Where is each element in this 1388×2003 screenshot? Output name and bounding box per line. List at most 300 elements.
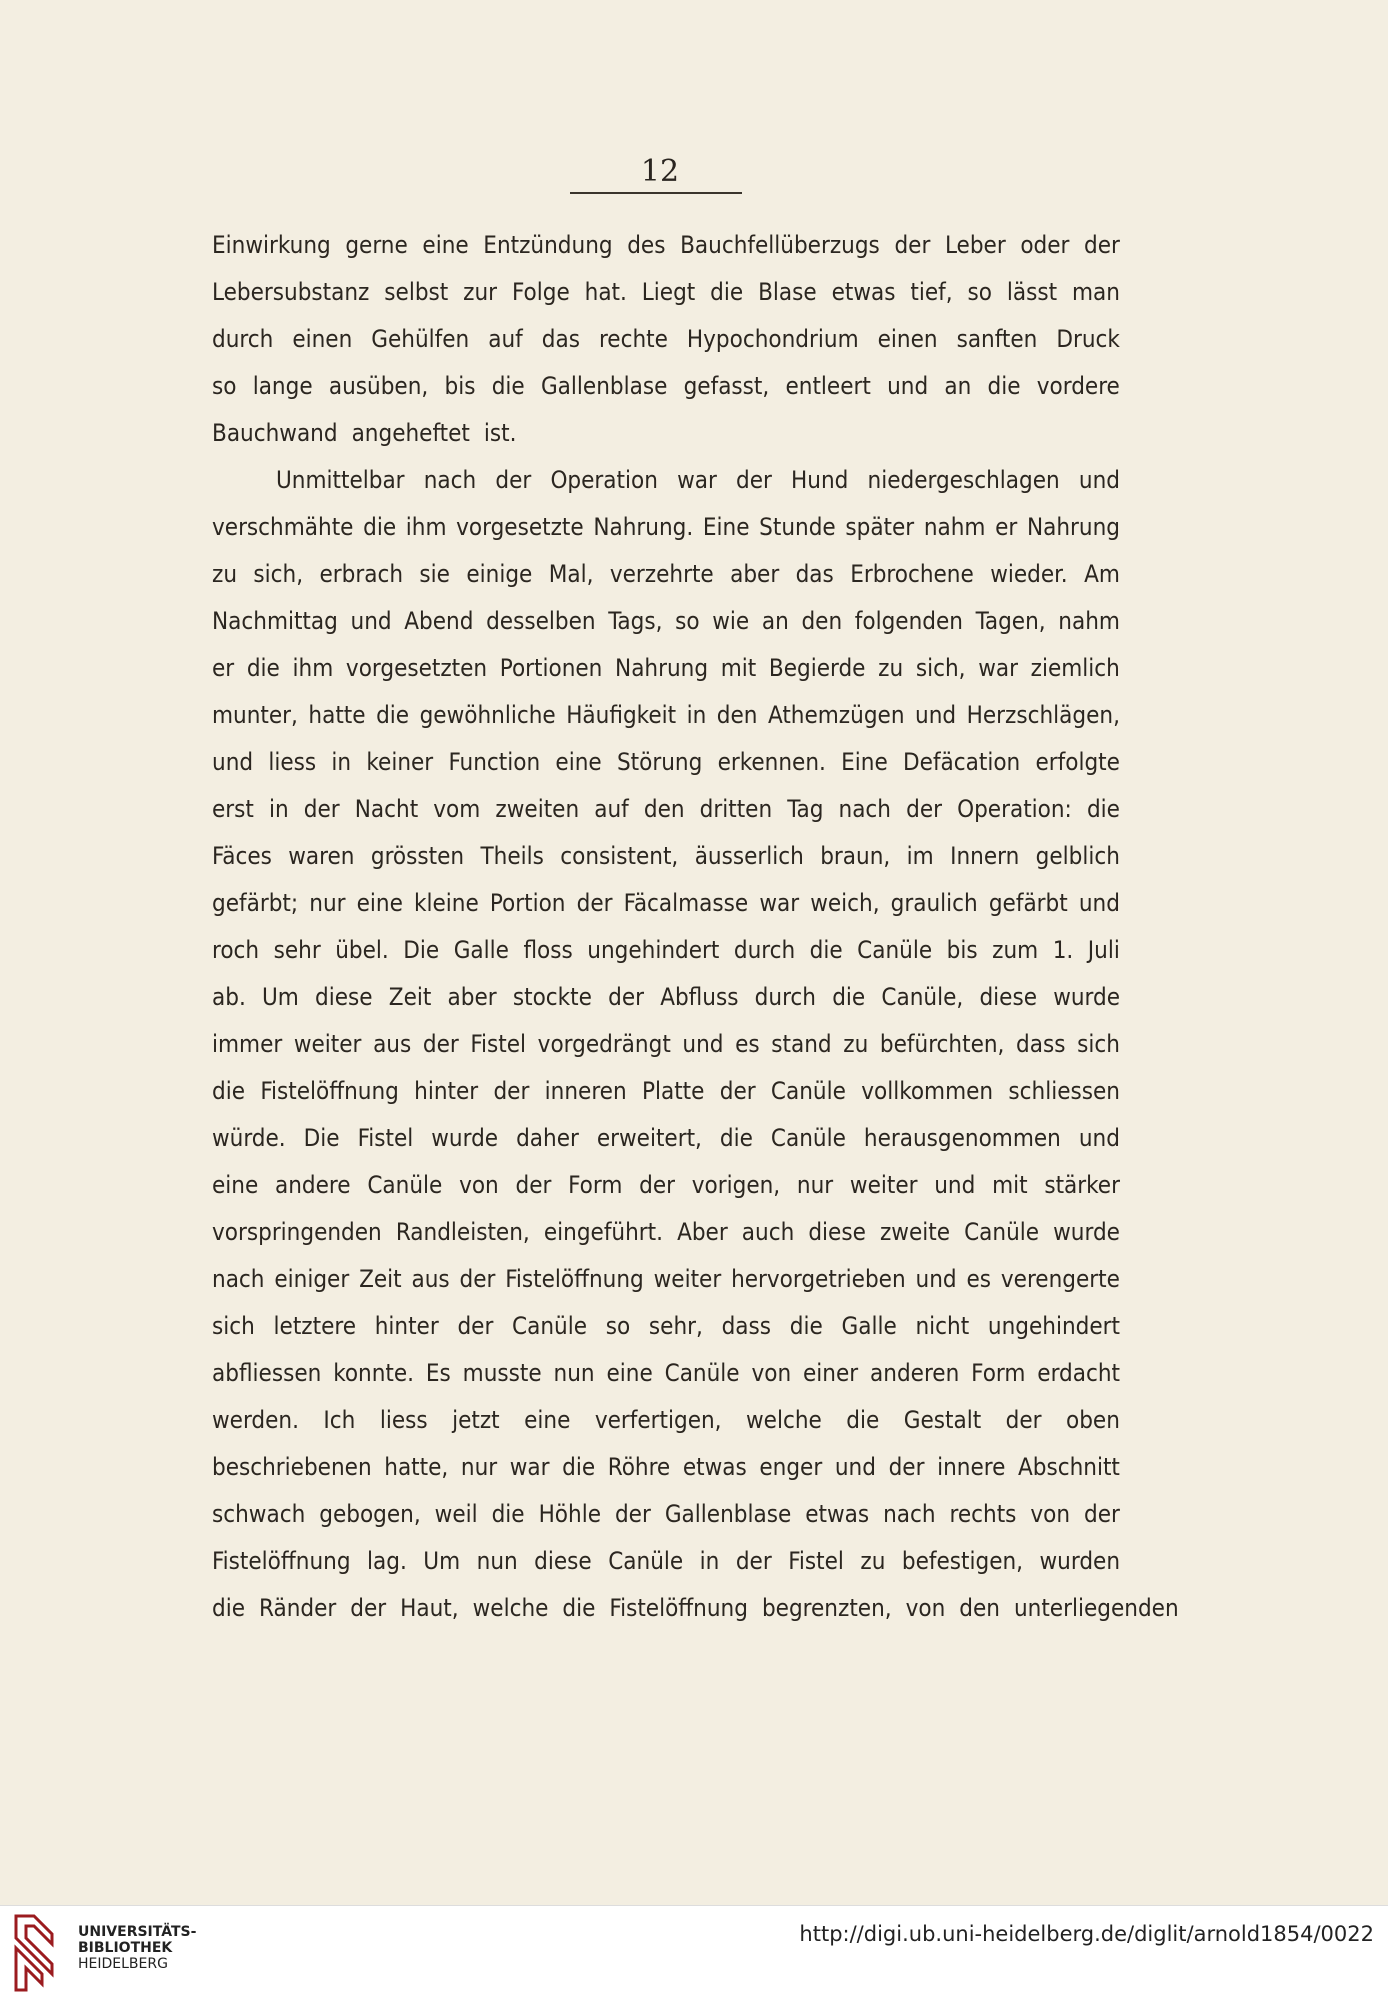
word: dritten	[699, 795, 773, 823]
word: consistent,	[560, 842, 679, 870]
word: nach	[883, 1500, 936, 1528]
word: Eine	[702, 513, 750, 541]
word: Theils	[480, 842, 544, 870]
word: Die	[403, 936, 440, 964]
word: die	[1086, 795, 1120, 823]
word: sich,	[253, 560, 304, 588]
word: Blase	[758, 278, 817, 306]
word: einen	[877, 325, 938, 353]
word: Einwirkung	[212, 231, 331, 259]
word: zum	[992, 936, 1039, 964]
word: aus	[373, 1030, 412, 1058]
word: befürchten,	[879, 1030, 1005, 1058]
word: die	[846, 1406, 880, 1434]
word: Fistelöffnung	[505, 1265, 644, 1293]
word: Ränder	[259, 1594, 337, 1622]
word: es	[966, 1265, 992, 1293]
word: einen	[292, 325, 353, 353]
word: Fistel	[788, 1547, 844, 1575]
ub-heidelberg-logo-icon[interactable]	[12, 1908, 56, 1998]
word: der	[894, 231, 931, 259]
word: Zeit	[359, 1265, 402, 1293]
word: äusserlich	[694, 842, 804, 870]
text-line	[212, 1209, 1120, 1256]
word: desselben	[486, 607, 596, 635]
word: und	[887, 372, 929, 400]
text-line	[212, 1256, 1120, 1303]
word: von	[459, 1171, 499, 1199]
word: mit	[992, 1171, 1028, 1199]
word: er	[995, 513, 1018, 541]
word: Operation	[550, 466, 658, 494]
word: nur	[796, 1171, 834, 1199]
word: liess	[268, 748, 317, 776]
word: nach	[212, 1265, 265, 1293]
word: wurde	[431, 1124, 499, 1152]
word: weil	[434, 1500, 478, 1528]
word: Folge	[511, 278, 570, 306]
word: nun	[476, 1547, 518, 1575]
word: verfertigen,	[594, 1406, 722, 1434]
word: Abschnitt	[1017, 1453, 1120, 1481]
word: ist.	[483, 419, 517, 447]
word: hat.	[584, 278, 627, 306]
word: nun	[553, 1359, 595, 1387]
word: der	[493, 1077, 530, 1105]
text-line	[212, 457, 1120, 504]
word: selbst	[384, 278, 449, 306]
word: zu	[878, 654, 904, 682]
word: sanften	[956, 325, 1038, 353]
word: rechts	[949, 1500, 1017, 1528]
word: sich	[1077, 1030, 1120, 1058]
word: hatte,	[384, 1453, 449, 1481]
word: sich,	[915, 654, 966, 682]
word: und	[212, 748, 254, 776]
word: inneren	[544, 1077, 627, 1105]
text-line	[212, 598, 1120, 645]
word: übel.	[335, 936, 389, 964]
word: Die	[303, 1124, 340, 1152]
word: Portion	[489, 889, 566, 917]
word: welche	[746, 1406, 822, 1434]
word: würde.	[212, 1124, 286, 1152]
word: Druck	[1056, 325, 1120, 353]
word: zu	[860, 1547, 886, 1575]
text-line	[212, 551, 1120, 598]
word: gerne	[345, 231, 408, 259]
word: so	[605, 1312, 631, 1340]
text-line	[212, 222, 1120, 269]
word: Unmittelbar	[276, 466, 405, 494]
word: Canüle,	[881, 983, 964, 1011]
word: der	[1084, 231, 1120, 259]
word: nach	[838, 795, 891, 823]
word: nur	[460, 1453, 498, 1481]
word: hinter	[374, 1312, 439, 1340]
word: eine	[212, 1171, 259, 1199]
word: die	[562, 1453, 596, 1481]
word: bis	[444, 372, 476, 400]
word: Um	[423, 1547, 461, 1575]
word: werden.	[212, 1406, 299, 1434]
word: liess	[379, 1406, 428, 1434]
word: Röhre	[607, 1453, 671, 1481]
word: vorgesetzten	[345, 654, 488, 682]
word: Nahrung	[615, 654, 709, 682]
word: der	[614, 1500, 651, 1528]
word: wurde	[1053, 1218, 1120, 1246]
word: der	[459, 1265, 496, 1293]
word: weiter	[653, 1265, 722, 1293]
word: Innern	[950, 842, 1020, 870]
word: Erbrochene	[850, 560, 974, 588]
word: Abfluss	[660, 983, 739, 1011]
word: Athemzügen	[767, 701, 905, 729]
word: stockte	[512, 983, 592, 1011]
word: der	[1005, 1406, 1042, 1434]
word: der	[303, 795, 340, 823]
word: einige	[466, 560, 533, 588]
word: der	[1084, 1500, 1120, 1528]
word: nicht	[915, 1312, 970, 1340]
word: der	[495, 466, 532, 494]
word: anderen	[870, 1359, 960, 1387]
text-line	[212, 269, 1120, 316]
word: Canüle	[367, 1171, 443, 1199]
word: oben	[1065, 1406, 1120, 1434]
word: zur	[463, 278, 498, 306]
word: Fistel	[357, 1124, 414, 1152]
word: lange	[252, 372, 313, 400]
word: Höhle	[538, 1500, 601, 1528]
word: der	[515, 1171, 552, 1199]
word: die	[789, 1312, 823, 1340]
word: Hund	[791, 466, 849, 494]
word: mit	[720, 654, 757, 682]
word: eine	[606, 1359, 653, 1387]
word: grössten	[370, 842, 465, 870]
word: Operation:	[957, 795, 1072, 823]
word: erst	[212, 795, 254, 823]
word: an	[944, 372, 972, 400]
word: munter,	[212, 701, 298, 729]
word: nahm	[923, 513, 986, 541]
word: vorgesetzte	[456, 513, 584, 541]
word: Leber	[944, 231, 1006, 259]
text-line	[212, 880, 1120, 927]
word: Stunde	[759, 513, 836, 541]
word: Gallenblase	[540, 372, 668, 400]
word: von	[1030, 1500, 1071, 1528]
word: Function	[448, 748, 541, 776]
word: eine	[524, 1406, 571, 1434]
word: Canüle	[770, 1124, 846, 1152]
word: enger	[759, 1453, 823, 1481]
word: Portionen	[499, 654, 603, 682]
word: der	[735, 1547, 772, 1575]
word: Platte	[641, 1077, 705, 1105]
word: die	[832, 983, 866, 1011]
word: Häufigkeit	[566, 701, 677, 729]
word: Tag	[787, 795, 824, 823]
word: die	[212, 1594, 245, 1622]
word: und	[915, 701, 957, 729]
word: zu	[212, 560, 238, 588]
word: bis	[946, 936, 978, 964]
word: so	[212, 372, 237, 400]
word: aber	[730, 560, 780, 588]
word: wieder.	[990, 560, 1068, 588]
word: einiger	[274, 1265, 350, 1293]
word: den	[716, 701, 758, 729]
word: Galle	[453, 936, 509, 964]
word: ihm	[405, 513, 447, 541]
word: aber	[447, 983, 497, 1011]
word: dass	[1016, 1030, 1066, 1058]
word: 1.	[1052, 936, 1074, 964]
word: jetzt	[452, 1406, 500, 1434]
word: wie	[712, 607, 750, 635]
word: erbrach	[319, 560, 404, 588]
word: gefärbt	[988, 889, 1068, 917]
word: konnte.	[333, 1359, 415, 1387]
text-line	[212, 786, 1120, 833]
word: in	[699, 1547, 720, 1575]
word: und	[915, 1265, 957, 1293]
word: von	[751, 1359, 792, 1387]
word: die	[987, 372, 1021, 400]
word: Fäces	[212, 842, 272, 870]
page-number-rule	[570, 192, 742, 194]
word: Form	[971, 1359, 1026, 1387]
permalink-url[interactable]: http://digi.ub.uni-heidelberg.de/diglit/arnold1854/0022	[799, 1922, 1374, 1946]
word: hervorgetrieben	[731, 1265, 906, 1293]
word: Haut,	[400, 1594, 459, 1622]
word: den	[801, 607, 843, 635]
word: es	[735, 1030, 760, 1058]
word: Entzündung	[483, 231, 613, 259]
word: waren	[288, 842, 355, 870]
word: andere	[275, 1171, 351, 1199]
word: Zeit	[388, 983, 432, 1011]
word: hatte	[308, 701, 366, 729]
word: der	[736, 466, 772, 494]
word: aus	[411, 1265, 450, 1293]
word: diese	[315, 983, 373, 1011]
word: später	[845, 513, 915, 541]
word: war	[759, 889, 800, 917]
word: weiter	[849, 1171, 918, 1199]
word: Nachmittag	[212, 607, 338, 635]
text-line	[212, 1491, 1120, 1538]
word: Abend	[404, 607, 474, 635]
word: sehr,	[648, 1312, 703, 1340]
word: der	[422, 1030, 459, 1058]
word: niedergeschlagen	[867, 466, 1060, 494]
word: weich,	[810, 889, 880, 917]
word: durch	[212, 325, 274, 353]
word: der	[608, 983, 644, 1011]
word: Mal,	[548, 560, 594, 588]
word: die	[562, 1594, 596, 1622]
text-line	[212, 1397, 1120, 1444]
word: auch	[741, 1218, 795, 1246]
word: gefärbt;	[212, 889, 299, 917]
word: vorgedrängt	[537, 1030, 671, 1058]
word: die	[710, 278, 744, 306]
word: gebogen,	[319, 1500, 421, 1528]
text-line	[212, 410, 1120, 457]
word: lässt	[1006, 278, 1058, 306]
word: stärker	[1044, 1171, 1120, 1199]
word: Fistelöffnung	[609, 1594, 748, 1622]
word: etwas	[831, 278, 896, 306]
word: verzehrte	[609, 560, 714, 588]
word: floss	[523, 936, 573, 964]
word: lag.	[367, 1547, 407, 1575]
word: beschriebenen	[212, 1453, 372, 1481]
word: von	[905, 1594, 946, 1622]
text-line	[212, 1444, 1120, 1491]
word: Canüle	[664, 1359, 740, 1387]
word: erfolgte	[1035, 748, 1120, 776]
word: erweitert,	[596, 1124, 702, 1152]
word: die	[809, 936, 843, 964]
word: und	[934, 1171, 976, 1199]
word: Bauchwand	[212, 419, 338, 447]
word: Fistel	[470, 1030, 527, 1058]
word: auf	[488, 325, 523, 353]
word: begrenzten,	[761, 1594, 892, 1622]
word: nach	[423, 466, 477, 494]
word: ziemlich	[1030, 654, 1120, 682]
word: Canüle	[512, 1312, 588, 1340]
text-line	[212, 1068, 1120, 1115]
word: vollkommen	[861, 1077, 994, 1105]
word: und	[682, 1030, 724, 1058]
word: die	[719, 1124, 753, 1152]
word: den	[643, 795, 685, 823]
word: der	[576, 889, 613, 917]
word: und	[1078, 1124, 1120, 1152]
word: auf	[594, 795, 629, 823]
word: durch	[733, 936, 796, 964]
word: erdacht	[1037, 1359, 1120, 1387]
text-line	[212, 1162, 1120, 1209]
word: die	[212, 1077, 245, 1105]
word: roch	[212, 936, 260, 964]
word: welche	[472, 1594, 549, 1622]
word: und	[834, 1453, 876, 1481]
word: Randleisten,	[395, 1218, 530, 1246]
text-line	[212, 316, 1120, 363]
word: braun,	[820, 842, 891, 870]
word: Canüle	[608, 1547, 684, 1575]
word: Liegt	[641, 278, 696, 306]
word: Gallenblase	[664, 1500, 792, 1528]
word: vorspringenden	[212, 1218, 382, 1246]
word: in	[268, 795, 289, 823]
word: Tags,	[608, 607, 663, 635]
word: in	[686, 701, 707, 729]
word: diese	[979, 983, 1037, 1011]
word: das	[795, 560, 834, 588]
text-line	[212, 1115, 1120, 1162]
word: die	[246, 654, 280, 682]
text-line	[212, 504, 1120, 551]
word: er	[212, 654, 235, 682]
word: so	[675, 607, 700, 635]
word: hinter	[414, 1077, 479, 1105]
text-line	[212, 739, 1120, 786]
word: abfliessen	[212, 1359, 322, 1387]
word: nahm	[1058, 607, 1120, 635]
word: daher	[516, 1124, 579, 1152]
word: Fistelöffnung	[212, 1547, 351, 1575]
word: der	[906, 795, 942, 823]
library-name	[78, 1924, 196, 1972]
word: der	[639, 1171, 675, 1199]
word: etwas	[682, 1453, 747, 1481]
word: Es	[425, 1359, 451, 1387]
word: diese	[808, 1218, 866, 1246]
text-line	[212, 1021, 1120, 1068]
word: immer	[212, 1030, 283, 1058]
word: man	[1071, 278, 1120, 306]
word: graulich	[890, 889, 978, 917]
word: Störung	[616, 748, 703, 776]
word: ungehindert	[587, 936, 720, 964]
word: Canüle	[770, 1077, 846, 1105]
word: ausüben,	[328, 372, 429, 400]
word: unterliegenden	[1013, 1594, 1179, 1622]
viewer-footer	[0, 1905, 1388, 2003]
word: rechte	[598, 325, 668, 353]
word: vorigen,	[691, 1171, 781, 1199]
word: die	[363, 513, 397, 541]
word: diese	[534, 1547, 592, 1575]
word: der	[457, 1312, 494, 1340]
library-name-line: HEIDELBERG	[78, 1956, 168, 1972]
word: Form	[568, 1171, 623, 1199]
word: Um	[262, 983, 299, 1011]
word: gelblich	[1035, 842, 1120, 870]
word: eine	[555, 748, 602, 776]
word: die	[491, 372, 525, 400]
word: etwas	[805, 1500, 870, 1528]
word: und	[1078, 889, 1120, 917]
text-line	[212, 692, 1120, 739]
word: Am	[1084, 560, 1120, 588]
word: letztere	[273, 1312, 356, 1340]
word: Eine	[841, 748, 888, 776]
word: die	[376, 701, 410, 729]
word: das	[541, 325, 580, 353]
word: verschmähte	[212, 513, 354, 541]
word: sich	[212, 1312, 255, 1340]
word: und	[1078, 466, 1120, 494]
body-text	[212, 222, 1179, 1632]
word: herausgenommen	[863, 1124, 1061, 1152]
word: Lebersubstanz	[212, 278, 370, 306]
word: Canüle	[964, 1218, 1040, 1246]
word: dass	[721, 1312, 772, 1340]
word: schliessen	[1008, 1077, 1120, 1105]
word: schwach	[212, 1500, 306, 1528]
word: Aber	[677, 1218, 728, 1246]
word: nur	[309, 889, 346, 917]
